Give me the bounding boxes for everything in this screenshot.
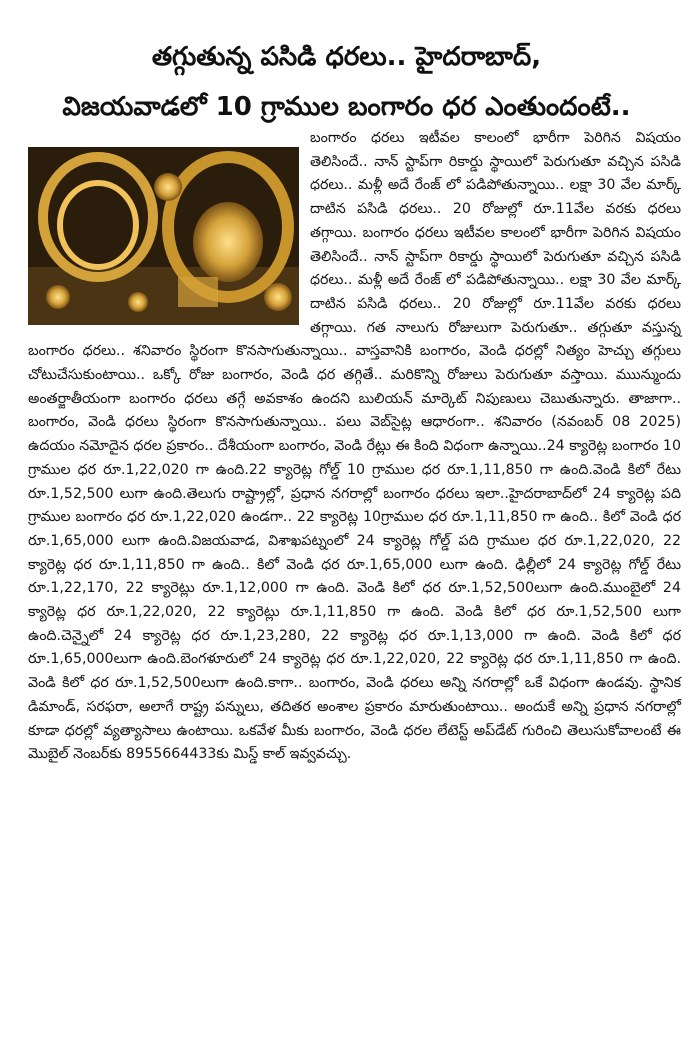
headline-line-2: విజయవాడలో 10 గ్రాముల బంగారం ధర ఎంతుందంటే.. (62, 92, 631, 122)
headline (10, 32, 683, 132)
article-paragraph: బంగారం ధరలు ఇటీవల కాలంలో భారీగా పెరిగిన విషయం తెలిసిందే.. నాన్ స్టాప్‌గా రికార్డు స్థాయిలో పెరుగుతూ వచ్చిన పసిడి ధరలు.. మళ్లీ అదే రేంజ్ లో పడిపోతున్నాయి.. లక్షా 30 వేల మార్క్ దాటిన పసిడి ధరలు.. 20 రోజుల్లో రూ.11వేల వరకు ధరలు తగ్గాయి. బంగారం ధరలు ఇటీవల కాలంలో భారీగా పెరిగిన విషయం తెలిసిందే.. నాన్ స్టాప్‌గా రికార్డు స్థాయిలో పెరుగుతూ వచ్చిన పసిడి ధరలు.. మళ్లీ అదే రేంజ్ లో పడిపోతున్నాయి.. లక్షా 30 వేల మార్క్ దాటిన పసిడి ధరలు.. 20 రోజుల్లో రూ.11వేల వరకు ధరలు తగ్గాయి. గత నాలుగు రోజులుగా పెరుగుతూ.. తగ్గుతూ వస్తున్న బంగారం ధరలు.. శనివారం స్థిరంగా కొనసాగుతున్నాయి.. వాస్తవానికి బంగారం, వెండి ధరల్లో నిత్యం హెచ్చు తగ్గులు చోటుచేసుకుంటాయి.. ఒక్కో రోజు బంగారం, వెండి ధర తగ్గితే.. మరికొన్ని రోజులు పెరుగుతూ వస్తాయి. ముున్ముందు అంతర్జాతీయంగా బంగారం ధరలు తగ్గే అవకాశం ఉందని బులియన్ మార్కెట్ నిపుణులు చెబుతున్నారు. తాజాగా.. బంగారం, వెండి ధరలు స్థిరంగా కొనసాగుతున్నాయి.. పలు వెబ్‌సైట్ల ఆధారంగా.. శనివారం (నవంబర్ 08 2025) ఉదయం నమోదైన ధరల ప్రకారం.. దేశీయంగా బంగారం, వెండి రేట్లు ఈ కింది విధంగా ఉన్నాయి..24 క్యారెట్ల బంగారం 10 గ్రాముల ధర రూ.1,22,020 గా ఉంది.22 క్యారెట్ల గోల్డ్ 10 గ్రాముల ధర రూ.1,11,850 గా ఉంది.వెండి కిలో రేటు రూ.1,52,500 లుగా ఉంది.తెలుగు రాష్ట్రాల్లో, ప్రధాన నగరాల్లో బంగారం ధరలు ఇలా..హైదరాబాద్‌లో 24 క్యారెట్ల పది గ్రాముల బంగారం ధర రూ.1,22,020 ఉండగా.. 22 క్యారెట్ల 10గ్రాముల ధర రూ.1,11,850 గా ఉంది.. కిలో వెండి ధర రూ.1,65,000 లుగా ఉంది.విజయవాడ, విశాఖపట్నంలో 24 క్యారెట్ల గోల్డ్ పది గ్రాముల ధర రూ.1,22,020, 22 క్యారెట్ల ధర రూ.1,11,850 గా ఉంది.. కిలో వెండి ధర రూ.1,65,000 లుగా ఉంది. ఢిల్లీలో 24 క్యారెట్ల గోల్డ్ రేటు రూ.1,22,170, 22 క్యారెట్లు రూ.1,12,000 గా ఉంది. వెండి కిలో ధర రూ.1,52,500లుగా ఉంది.ముంబైలో 24 క్యారెట్ల ధర రూ.1,22,020, 22 క్యారెట్లు రూ.1,11,850 గా ఉంది. వెండి కిలో ధర రూ.1,52,500 లుగా ఉంది.చెన్నైలో 24 క్యారెట్ల ధర రూ.1,23,280, 22 క్యారెట్ల ధర రూ.1,13,000 గా ఉంది. వెండి కిలో ధర రూ.1,65,000లుగా ఉంది.బెంగళూరులో 24 క్యారెట్ల ధర రూ.1,22,020, 22 క్యారెట్ల ధర రూ.1,11,850 గా ఉంది. వెండి కిలో ధర రూ.1,52,500లుగా ఉంది.కాగా.. బంగారం, వెండి ధరలు అన్ని నగరాల్లో ఒకే విధంగా ఉండవు. స్థానిక డిమాండ్, సరఫరా, అలాగే రాష్ట్ర పన్నులు, తదితర అంశాల ప్రకారం మారుతుంటాయి.. అందుకే అన్ని ప్రధాన నగరాల్లో కూడా ధరల్లో వ్యత్యాసాలు ఉంటాయి. ఒకవేళ మీకు బంగారం, వెండి ధరల లేటెస్ట్ అప్‌డేట్ గురించి తెలుసుకోవాలంటే ఈ మొబైల్ నెంబర్‌కు 8955664433కు మిస్డ్ కాల్ ఇవ్వవచ్చు. (28, 130, 681, 763)
headline-line-1: తగ్గుతున్న పసిడి ధరలు.. హైదరాబాద్, (151, 42, 542, 72)
gold-jewellery-photo (28, 147, 299, 325)
gold-jewellery-illustration (28, 147, 299, 325)
